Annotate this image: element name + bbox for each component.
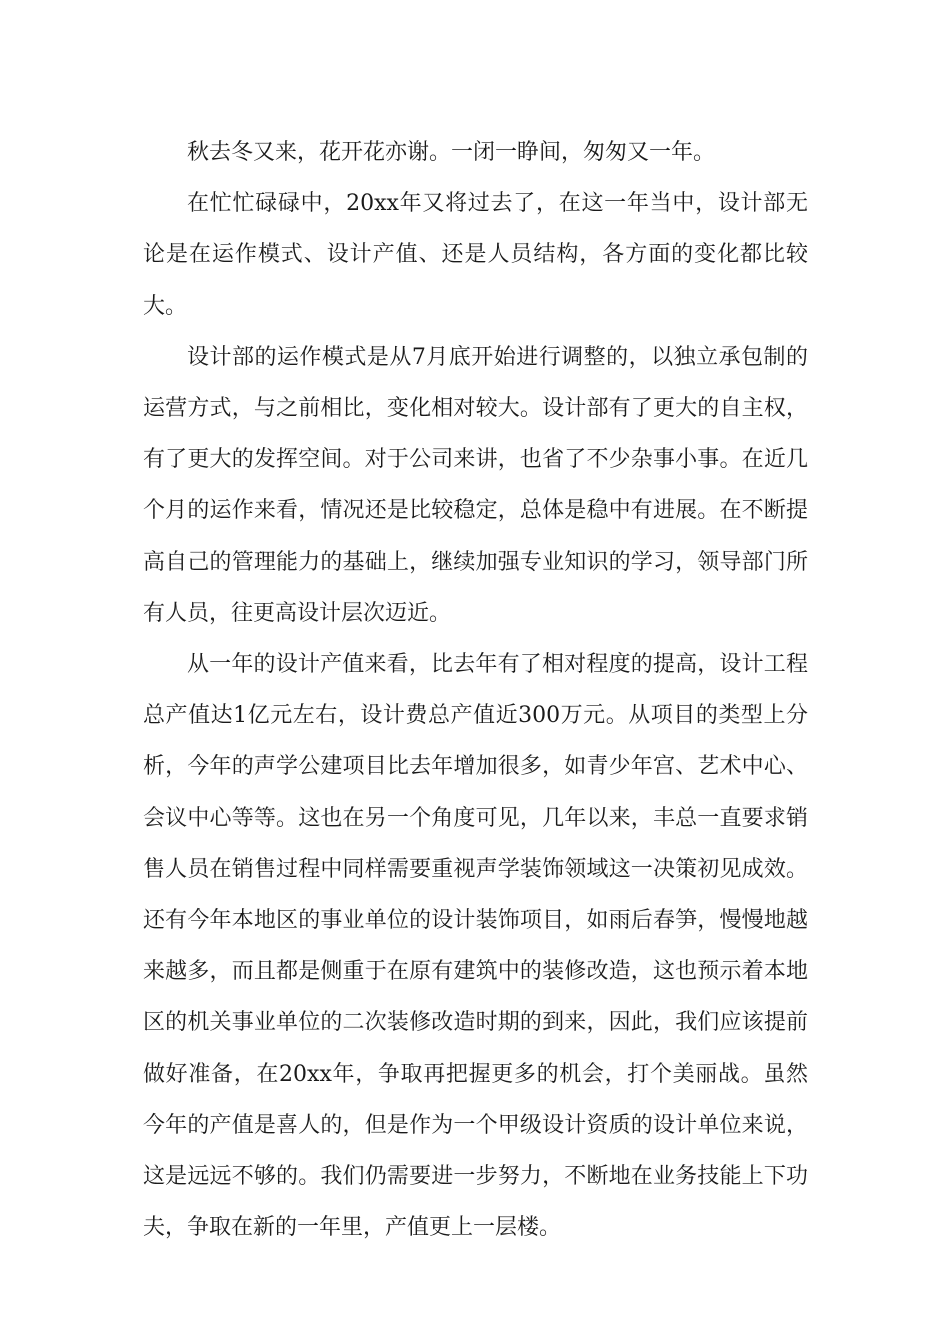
paragraph-4: 从一年的设计产值来看，比去年有了相对程度的提高，设计工程总产值达1亿元左右，设计费总产值近300万元。从项目的类型上分析，今年的声学公建项目比去年增加很多，如青少年宫、艺术中心、会议中心等等。这也在另一个角度可见，几年以来，丰总一直要求销售人员在销售过程中同样需要重视声学装饰领域这一决策初见成效。还有今年本地区的事业单位的设计装饰项目，如雨后春笋，慢慢地越来越多，而且都是侧重于在原有建筑中的装修改造，这也预示着本地区的机关事业单位的二次装修改造时期的到来，因此，我们应该提前做好准备，在20xx年，争取再把握更多的机会，打个美丽战。虽然今年的产值是喜人的，但是作为一个甲级设计资质的设计单位来说，这是远远不够的。我们仍需要进一步努力，不断地在业务技能上下功夫，争取在新的一年里，产值更上一层楼。 [143, 652, 808, 1241]
paragraph-2: 在忙忙碌碌中，20xx年又将过去了，在这一年当中，设计部无论是在运作模式、设计产值、还是人员结构，各方面的变化都比较大。 [143, 191, 808, 319]
document-body [143, 127, 808, 1253]
paragraph-3: 设计部的运作模式是从7月底开始进行调整的，以独立承包制的运营方式，与之前相比，变化相对较大。设计部有了更大的自主权，有了更大的发挥空间。对于公司来讲，也省了不少杂事小事。在近几个月的运作来看，情况还是比较稳定，总体是稳中有进展。在不断提高自己的管理能力的基础上，继续加强专业知识的学习，领导部门所有人员，往更高设计层次迈近。 [143, 344, 808, 626]
paragraph-1: 秋去冬又来，花开花亦谢。一闭一睁间，匆匆又一年。 [187, 140, 716, 165]
